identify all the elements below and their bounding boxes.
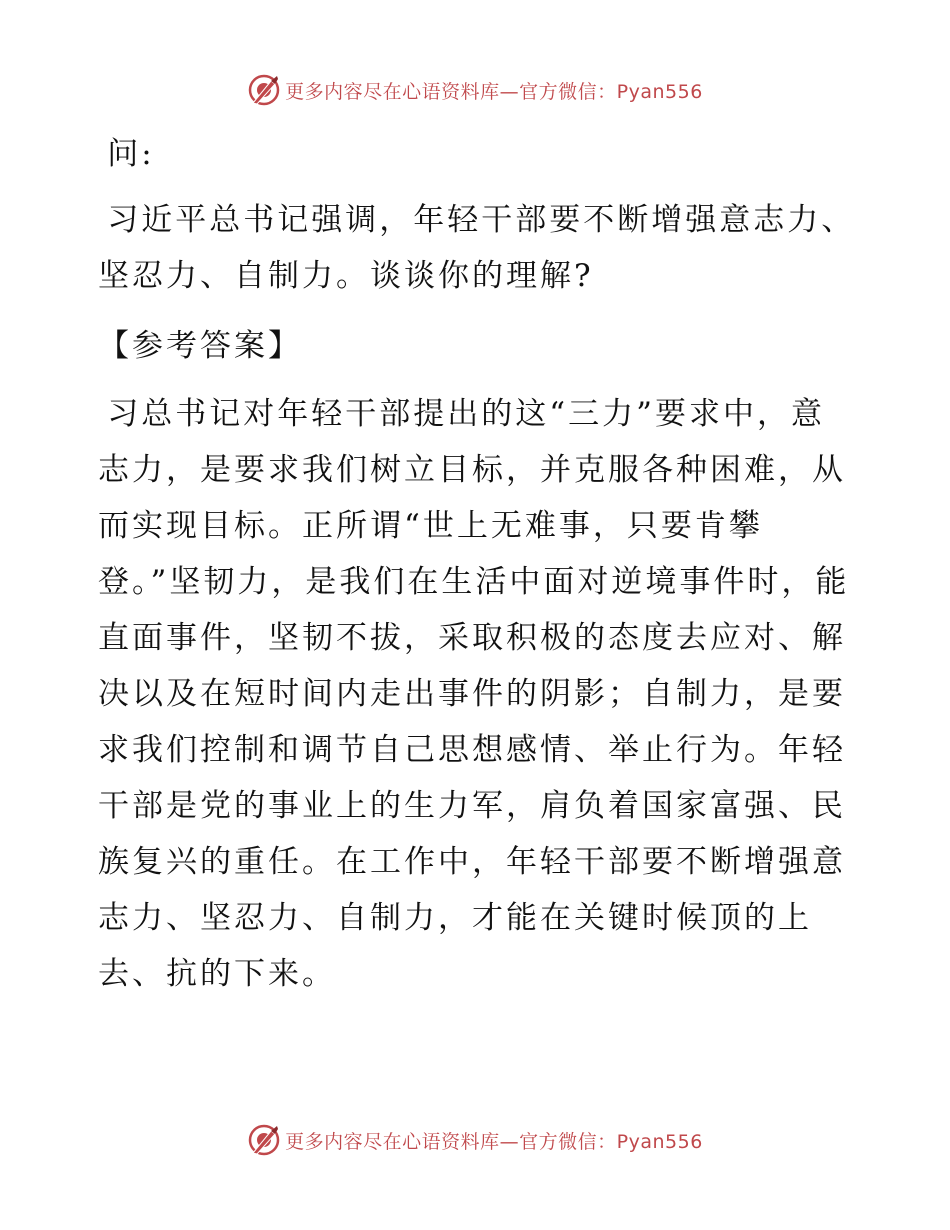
quill-pen-logo-icon xyxy=(247,1123,281,1157)
footer-banner xyxy=(0,1120,950,1160)
banner-text: 更多内容尽在心语资料库—官方微信：Pyan556 xyxy=(285,80,703,103)
banner-text: 更多内容尽在心语资料库—官方微信：Pyan556 xyxy=(285,1130,703,1153)
quill-pen-logo-icon xyxy=(247,73,281,107)
document-body xyxy=(98,120,858,1002)
question-label: 问: xyxy=(107,136,155,172)
header-banner xyxy=(0,70,950,110)
question-text: 习近平总书记强调，年轻干部要不断增强意志力、坚忍力、自制力。谈谈你的理解? xyxy=(98,202,856,294)
answer-title: 【参考答案】 xyxy=(98,328,302,364)
answer-text: 习总书记对年轻干部提出的这“三力”要求中，意志力，是要求我们树立目标，并克服各种困难，从而实现目标。正所谓“世上无难事，只要肯攀登。”坚韧力，是我们在生活中面对逆境事件时，能直面事件，坚韧不拔，采取积极的态度去应对、解决以及在短时间内走出事件的阴影；自制力，是要求我们控制和调节自己思想感情、举止行为。年轻干部是党的事业上的生力军，肩负着国家富强、民族复兴的重任。在工作中，年轻干部要不断增强意志力、坚忍力、自制力，才能在关键时候顶的上去、抗的下来。 xyxy=(98,396,850,992)
